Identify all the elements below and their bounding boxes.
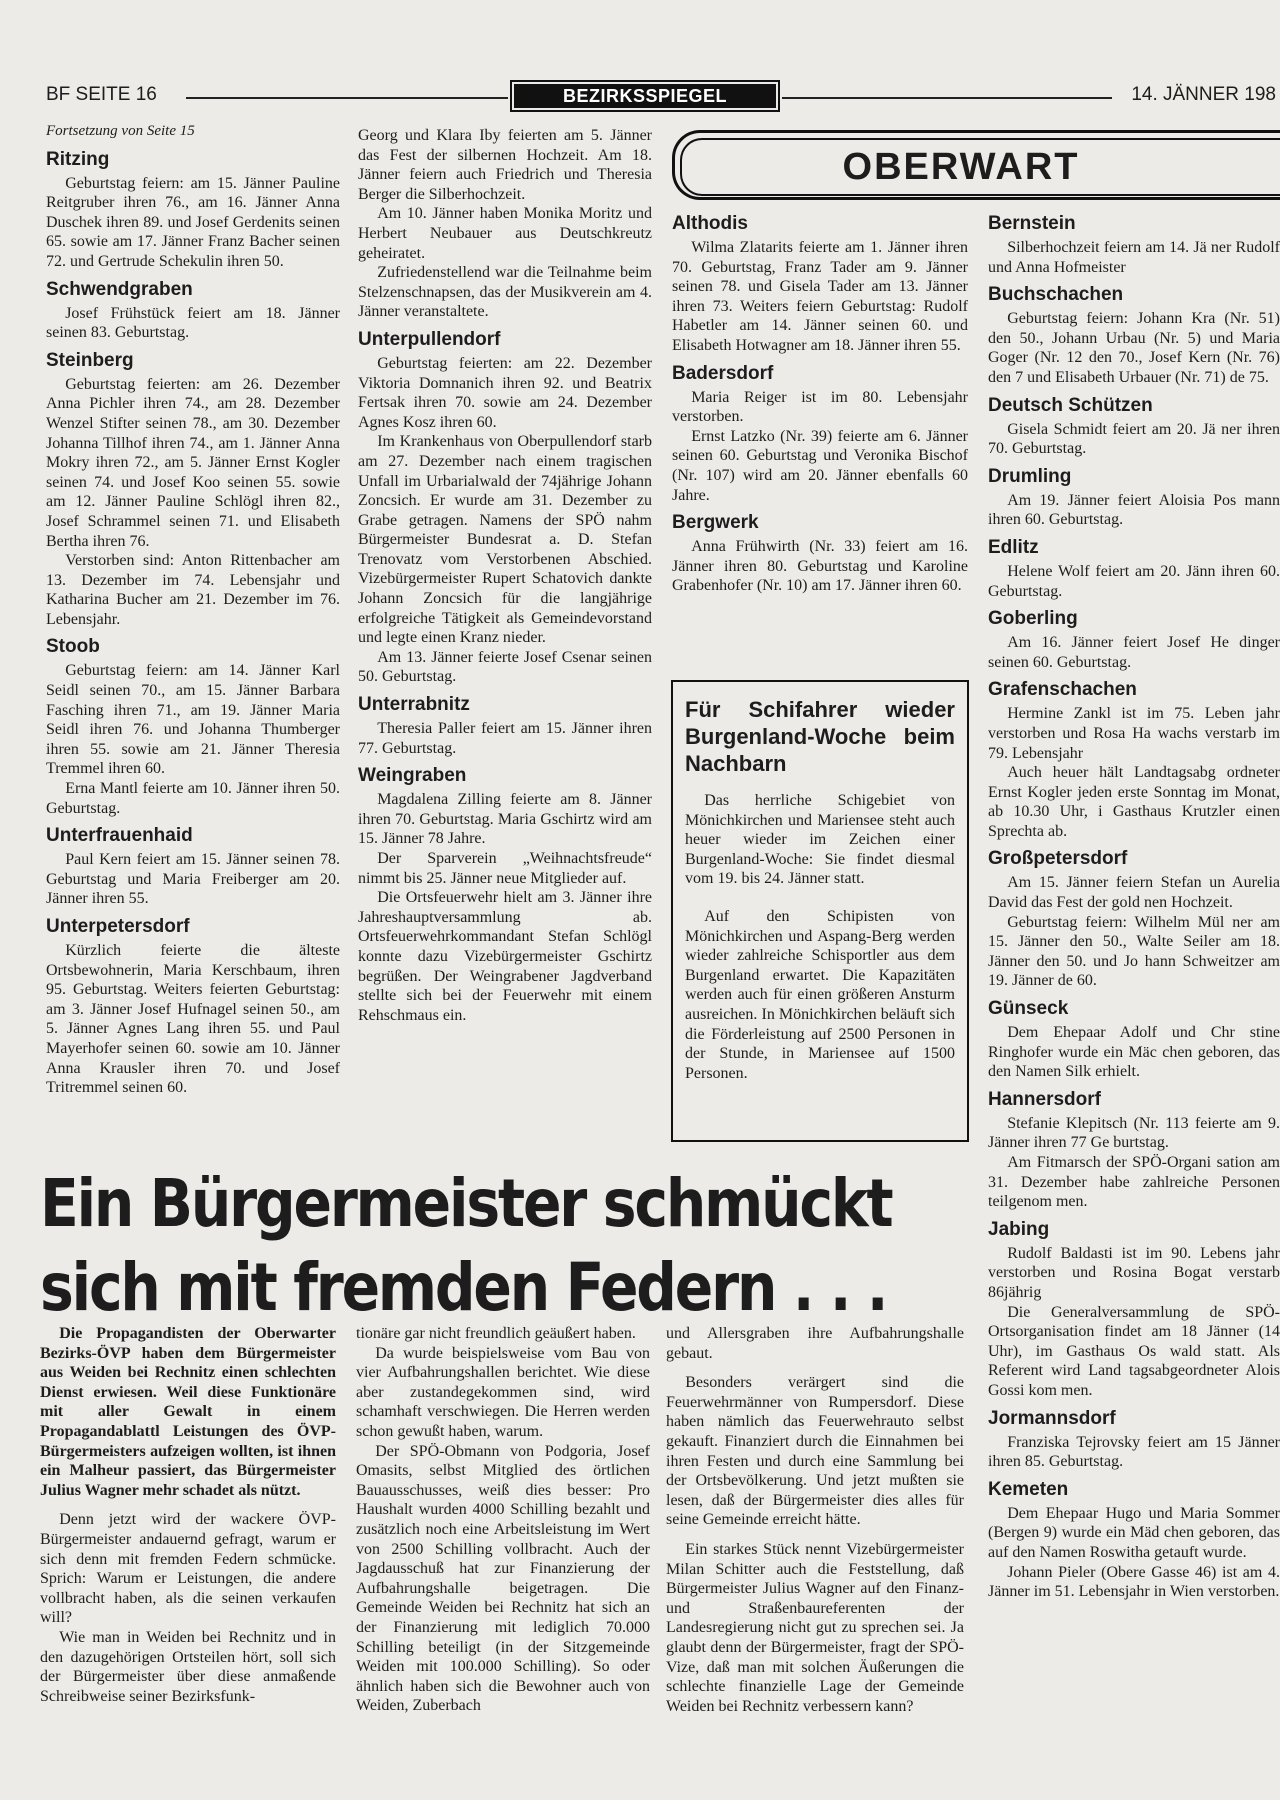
article-paragraph: Geburtstag feiern: Wilhelm Mül ner am 15. Jänner den 50., Walte Seiler am 18. Jänner den 50. und Jo hann Schweitzer am 19. Jänner de 60. [988, 913, 1280, 990]
district-banner-title: OBERWART [680, 138, 1280, 196]
article-paragraph: Wie man in Weiden bei Rechnitz und in den dazugehörigen Ortsteilen hört, soll sich der Bürgermeister über diese anmaßende Schreibweise seiner Bezirksfunk- [40, 1628, 336, 1705]
article-schwendgraben [46, 278, 340, 343]
article-heading: Jormannsdorf [988, 1407, 1116, 1429]
article-stoob [46, 635, 340, 818]
feature-headline-line-2: sich mit fremden Federn . . . [40, 1249, 887, 1326]
article-paragraph: Theresia Paller feiert am 15. Jänner ihren 77. Geburtstag. [358, 720, 652, 757]
article-paragraph: Rudolf Baldasti ist im 90. Lebens jahr verstorben und Rosina Bogat verstarb 86jährig [988, 1244, 1280, 1301]
article-heading: Kemeten [988, 1478, 1069, 1500]
article-paragraph: Am 10. Jänner haben Monika Moritz und Herbert Neubauer aus Deutschkreutz geheiratet. [358, 205, 652, 262]
article-heading: Badersdorf [672, 362, 774, 384]
article-paragraph: Dem Ehepaar Adolf und Chr stine Ringhofer wurde ein Mäc chen geboren, das den Namen Silk erhielt. [988, 1024, 1280, 1081]
article-heading: Steinberg [46, 349, 134, 371]
feature-column-2 [356, 1324, 650, 1716]
article-paragraph: und Allersgraben ihre Aufbahrungshalle gebaut. [666, 1325, 964, 1362]
article-goberling [988, 607, 1280, 672]
article-continued [358, 126, 652, 322]
section-label: BEZIRKSSPIEGEL [514, 84, 776, 108]
article-heading: Unterfrauenhaid [46, 825, 193, 847]
article-heading: Bernstein [988, 213, 1076, 234]
article-paragraph: Am 15. Jänner feiern Stefan un Aurelia David das Fest der gold nen Hochzeit. [988, 874, 1280, 912]
article-paragraph: Anna Frühwirth (Nr. 33) feiert am 16. Jänner ihren 80. Geburtstag und Karoline Grabenhofer (Nr. 10) am 17. Jänner ihren 60. [672, 538, 968, 595]
article-paragraph: Geburtstag feiern: Johann Kra (Nr. 51) den 50., Johann Urbau (Nr. 5) und Maria Goger (Nr. 12 den 70., Josef Kern (Nr. 76) den 7 und Elisabeth Urbauer (Nr. 71) de 75. [988, 310, 1280, 386]
article-paragraph: Gisela Schmidt feiert am 20. Jä ner ihren 70. Geburtstag. [988, 420, 1280, 458]
section-label-box [510, 80, 780, 112]
article-paragraph: Georg und Klara Iby feierten am 5. Jänner das Fest der silbernen Hochzeit. Am 18. Jänner feiern auch Friedrich und Theresia Berger die Silberhochzeit. [358, 127, 652, 203]
article-badersdorf [672, 362, 968, 506]
article-paragraph: Am 13. Jänner feierte Josef Csenar seinen 50. Geburtstag. [358, 648, 652, 686]
article-paragraph: Ernst Latzko (Nr. 39) feierte am 6. Jänner seinen 60. Geburtstag und Veronika Bischof (Nr. 107) wird am 20. Jänner ebenfalls 60 Jahre. [672, 427, 968, 504]
article-heading: Schwendgraben [46, 278, 193, 300]
article-heading: Bergwerk [672, 512, 759, 534]
article-paragraph: Johann Pieler (Obere Gasse 46) ist am 4. Jänner im 51. Lebensjahr in Wien verstorben. [988, 1563, 1280, 1601]
article-heading: Weingraben [358, 765, 467, 787]
article-heading: Jabing [988, 1218, 1050, 1240]
article-paragraph: Das herrliche Schigebiet von Mönichkirchen und Mariensee steht auch heuer wieder im Zeichen einer Burgenland-Woche: Sie findet diesmal vom 19. bis 24. Jänner statt. [685, 792, 955, 888]
header-rule-left [186, 97, 508, 99]
article-paragraph: Am 16. Jänner feiert Josef He dinger seinen 60. Geburtstag. [988, 634, 1280, 671]
article-grosspetersdorf [988, 847, 1280, 991]
article-heading: Ritzing [46, 148, 110, 170]
article-paragraph: Am 19. Jänner feiert Aloisia Pos mann ihren 60. Geburtstag. [988, 491, 1280, 529]
article-althodis [672, 212, 968, 356]
article-paragraph: Am Fitmarsch der SPÖ-Organi sation am 31. Dezember habe zahlreiche Personen teilgenom men. [988, 1154, 1280, 1211]
article-heading: Buchschachen [988, 284, 1124, 306]
article-paragraph: Denn jetzt wird der wackere ÖVP-Bürgermeister andauernd gefragt, warum er sich denn mit fremden Federn schmücke. Sprich: Warum er Leistungen, die andere vollbracht haben, als die seinen verkaufen will? [40, 1511, 336, 1627]
article-paragraph: Dem Ehepaar Hugo und Maria Sommer (Bergen 9) wurde ein Mäd chen geboren, das auf den Namen Roswitha getauft wurde. [988, 1504, 1280, 1561]
article-ritzing [46, 148, 340, 272]
article-heading: Grafenschachen [988, 679, 1137, 701]
ski-article-box [671, 680, 969, 1142]
article-grafenschachen [988, 678, 1280, 841]
article-heading: Unterrabnitz [358, 694, 470, 716]
article-jabing [988, 1218, 1280, 1401]
article-heading: Günseck [988, 998, 1069, 1020]
article-paragraph: Wilma Zlatarits feierte am 1. Jänner ihren 70. Geburtstag, Franz Tader am 9. Jänner seinen 78. und Gisela Tader am 13. Jänner ihren 73. Weiters feiern Geburtstag: Rudolf Habetler am 14. Jänner seinen 60. und Elisabeth Hotwagner am 18. Jänner ihren 55. [672, 239, 968, 354]
article-paragraph: Zufriedenstellend war die Teilnahme beim Stelzenschnapsen, das der Musikverein am 4. Jänner veranstaltete. [358, 264, 652, 321]
article-unterrabnitz [358, 693, 652, 758]
article-heading: Großpetersdorf [988, 848, 1128, 870]
article-paragraph: Magdalena Zilling feierte am 8. Jänner ihren 70. Geburtstag. Maria Gschirtz wird am 15. Jänner 78 Jahre. [358, 791, 652, 848]
article-heading: Deutsch Schützen [988, 394, 1153, 416]
article-paragraph: Josef Frühstück feiert am 18. Jänner seinen 83. Geburtstag. [46, 304, 340, 342]
article-heading: Goberling [988, 608, 1078, 630]
column-3 [672, 206, 968, 596]
article-paragraph: tionäre gar nicht freundlich geäußert haben. [356, 1325, 636, 1342]
district-banner [672, 130, 1280, 200]
article-paragraph: Helene Wolf feiert am 20. Jänn ihren 60. Geburtstag. [988, 562, 1280, 600]
article-paragraph: Silberhochzeit feiern am 14. Jä ner Rudolf und Anna Hofmeister [988, 239, 1280, 276]
article-guenseck [988, 997, 1280, 1082]
article-bernstein [988, 212, 1280, 277]
article-paragraph: Der Sparverein „Weihnachtsfreude“ nimmt bis 25. Jänner neue Mitglieder auf. [358, 850, 652, 887]
feature-column-3 [666, 1324, 964, 1716]
article-paragraph: Die Ortsfeuerwehr hielt am 3. Jänner ihre Jahreshauptversammlung ab. Ortsfeuerwehrkommandant Stefan Schlögl konnte dazu Vizebürgermeister Gschirtz begrüßen. Der Weingrabener Jagdverband stellte sich bei der Feuerwehr mit einem Rehschmaus ein. [358, 889, 652, 1024]
article-deutsch-schuetzen [988, 394, 1280, 459]
article-bergwerk [672, 511, 968, 596]
article-heading: Drumling [988, 465, 1072, 487]
article-unterpullendorf [358, 328, 652, 687]
header-rule-right [782, 97, 1112, 99]
article-paragraph: Hermine Zankl ist im 75. Leben jahr verstorben und Rosa Ha wachs verstarb im 79. Lebensjahr [988, 705, 1280, 762]
article-buchschachen [988, 283, 1280, 387]
feature-headline [40, 1162, 892, 1330]
article-heading: Unterpetersdorf [46, 916, 190, 937]
article-kemeten [988, 1478, 1280, 1602]
feature-column-1 [40, 1324, 336, 1706]
ski-article-title: Für Schifahrer wieder Burgenland-Woche beim Nachbarn [685, 697, 955, 776]
article-heading: Stoob [46, 636, 100, 658]
article-paragraph: Der SPÖ-Obmann von Podgoria, Josef Omasits, selbst Mitglied des örtlichen Bauausschusses, weiß dies besser: Pro Haushalt wurden 4000 Schilling bezahlt und zusätzlich noch eine Arbeitsleistung im Wert von 2500 Schilling vollbracht. Auch der Jagdausschuß hat zur Finanzierung der Aufbahrungshalle beigetragen. Die Gemeinde Weiden bei Rechnitz hat sich an der Finanzierung mit lediglich 70.000 Schilling beteiligt (in der Sitzgemeinde Weiden mit 100.000 Schilling). So oder ähnlich haben sich die Bewohner auch von Weiden, Zuberbach [356, 1442, 650, 1715]
article-paragraph: Geburtstag feiern: am 15. Jänner Pauline Reitgruber ihren 76., am 16. Jänner Anna Duschek ihren 89. und Josef Gerdenits seinen 65. sowie am 17. Jänner Franz Bacher seinen 72. und Gertrude Schekulin ihren 50. [46, 174, 340, 270]
article-paragraph: Stefanie Klepitsch (Nr. 113 feierte am 9. Jänner ihren 77 Ge burtstag. [988, 1114, 1280, 1152]
article-heading: Unterpullendorf [358, 328, 501, 350]
article-paragraph: Auf den Schipisten von Mönichkirchen und Aspang-Berg werden wieder zahlreiche Schisportler aus dem Burgenland erwartet. Die Kapazitäten werden auch für einen größeren Ansturm ausreichen. In Mönichkirchen beläuft sich die Förderleistung auf 2500 Personen in der Stunde, in Mariensee auf 1500 Personen. [685, 907, 955, 1082]
article-heading: Edlitz [988, 536, 1039, 558]
article-paragraph: Geburtstag feierten: am 26. Dezember Anna Pichler ihren 74., am 28. Dezember Wenzel Stifter seinen 78., am 30. Dezember Johanna Tillhof ihren 74., am 1. Jänner Anna Mokry ihren 72., am 5. Jänner Ernst Kogler seinen 74. und Josef Koo seinen 55. sowie am 12. Jänner Pauline Schlögl ihren 82., Josef Schrammel seinen 71. und Elisabeth Bertha ihren 76. [46, 375, 340, 550]
article-jormannsdorf [988, 1407, 1280, 1472]
column-2 [358, 126, 652, 1025]
article-paragraph: Ein starkes Stück nennt Vizebürgermeister Milan Schitter auch die Feststellung, daß Bürgermeister Julius Wagner auf den Finanz- und Straßenbaureferenten der Landesregierung nicht gut zu sprechen sei. Ja glaubt denn der Bürgermeister, fragt der SPÖ-Vize, daß man mit solchen Äußerungen die schlechte finanzielle Lage der Gemeinde Weiden bei Rechnitz verbessern kann? [666, 1540, 964, 1715]
article-edlitz [988, 536, 1280, 601]
article-unterfrauenhaid [46, 824, 340, 909]
page-number: BF SEITE 16 [46, 84, 157, 105]
article-paragraph: Verstorben sind: Anton Rittenbacher am 13. Dezember im 74. Lebensjahr und Katharina Bucher am 21. Dezember im 76. Lebensjahr. [46, 552, 340, 628]
article-paragraph: Geburtstag feiern: am 14. Jänner Karl Seidl seinen 70., am 15. Jänner Barbara Fasching ihren 71., am 19. Jänner Maria Seidl ihren 76. und Johanna Thumberger ihren 55. sowie am 21. Jänner Theresia Tremmel ihren 60. [46, 662, 340, 778]
article-steinberg [46, 349, 340, 630]
issue-date: 14. JÄNNER 198 [1131, 84, 1276, 105]
article-paragraph: Auch heuer hält Landtagsabg ordneter Ernst Kogler jeden erste Sonntag im Monat, ab 10.30 Uhr, i Gasthaus Krutzler einen Sprechta ab. [988, 764, 1280, 840]
article-paragraph: Kürzlich feierte die älteste Ortsbewohnerin, Maria Kerschbaum, ihren 95. Geburtstag. Weiters feierten Geburtstag: am 3. Jänner Josef Hufnagel seinen 50., am 5. Jänner Agnes Lang ihren 55. und Paul Mayerhofer seinen 60. sowie am 10. Jänner Anna Krausler ihren 70. und Josef Tritremmel seinen 60. [46, 942, 340, 1097]
article-heading: Althodis [672, 213, 748, 234]
continuation-note: Fortsetzung von Seite 15 [46, 123, 195, 139]
article-paragraph: Erna Mantl feierte am 10. Jänner ihren 50. Geburtstag. [46, 780, 340, 817]
column-4 [988, 206, 1280, 1766]
article-paragraph: Im Krankenhaus von Oberpullendorf starb am 27. Dezember nach einem tragischen Unfall im Urbarialwald der 74jährige Johann Zoncsich. Er wurde am 31. Dezember zu Grabe getragen. Namens der SPÖ nahm Bürgermeister Bundesrat a. D. Stefan Trenovatz vom Verstorbenen Abschied. Vizebürgermeister Rupert Schatovich dankte Johann Zoncsich für die langjährige erfolgreiche Tätigkeit als Gemeindevorstand und legte einen Kranz nieder. [358, 433, 652, 647]
article-weingraben [358, 764, 652, 1025]
article-paragraph: Da wurde beispielsweise vom Bau von vier Aufbahrungshallen berichtet. Wie diese aber zustandegekommen sind, wird schamhaft verschwiegen. Die Herren werden schon gewußt haben, warum. [356, 1344, 650, 1440]
article-paragraph: Franziska Tejrovsky feiert am 15 Jänner ihren 85. Geburtstag. [988, 1433, 1280, 1471]
feature-lead: Die Propagandisten der Oberwarter Bezirks-ÖVP haben dem Bürgermeister aus Weiden bei Rechnitz einen schlechten Dienst erwiesen. Weil diese Funktionäre mit aller Gewalt in einem Propagandablattl Leistungen des ÖVP-Bürgermeisters aufzeigen wollten, ist ihnen ein Malheur passiert, das Bürgermeister Julius Wagner mehr schadet als nützt. [40, 1325, 336, 1499]
article-hannersdorf [988, 1088, 1280, 1212]
column-1 [46, 122, 340, 1098]
article-paragraph: Geburtstag feierten: am 22. Dezember Viktoria Domnanich ihren 92. und Beatrix Fertsak ihren 70. sowie am 24. Dezember Agnes Kosz ihren 60. [358, 354, 652, 431]
article-paragraph: Die Generalversammlung de SPÖ-Ortsorganisation findet am 18 Jänner (14 Uhr), im Gasthaus Os wald statt. Als Referent wird Land tagsabgeordneter Alois Gossi kom men. [988, 1303, 1280, 1399]
article-paragraph: Besonders verärgert sind die Feuerwehrmänner von Rumpersdorf. Diese haben nämlich das Feuerwehrauto selbst gekauft. Finanziert durch die Einnahmen bei ihren Festen und durch eine Sammlung bei der Ortsbevölkerung. Und jetzt mußten sie lesen, daß der Bürgermeister dies alles für seine Gemeinde erreicht hätte. [666, 1374, 964, 1529]
article-drumling [988, 465, 1280, 530]
article-unterpetersdorf [46, 915, 340, 1098]
article-heading: Hannersdorf [988, 1088, 1101, 1110]
article-paragraph: Maria Reiger ist im 80. Lebensjahr verstorben. [672, 388, 968, 426]
feature-headline-line-1: Ein Bürgermeister schmückt [40, 1165, 892, 1242]
article-paragraph: Paul Kern feiert am 15. Jänner seinen 78. Geburtstag und Maria Freiberger am 20. Jänner ihren 55. [46, 851, 340, 908]
